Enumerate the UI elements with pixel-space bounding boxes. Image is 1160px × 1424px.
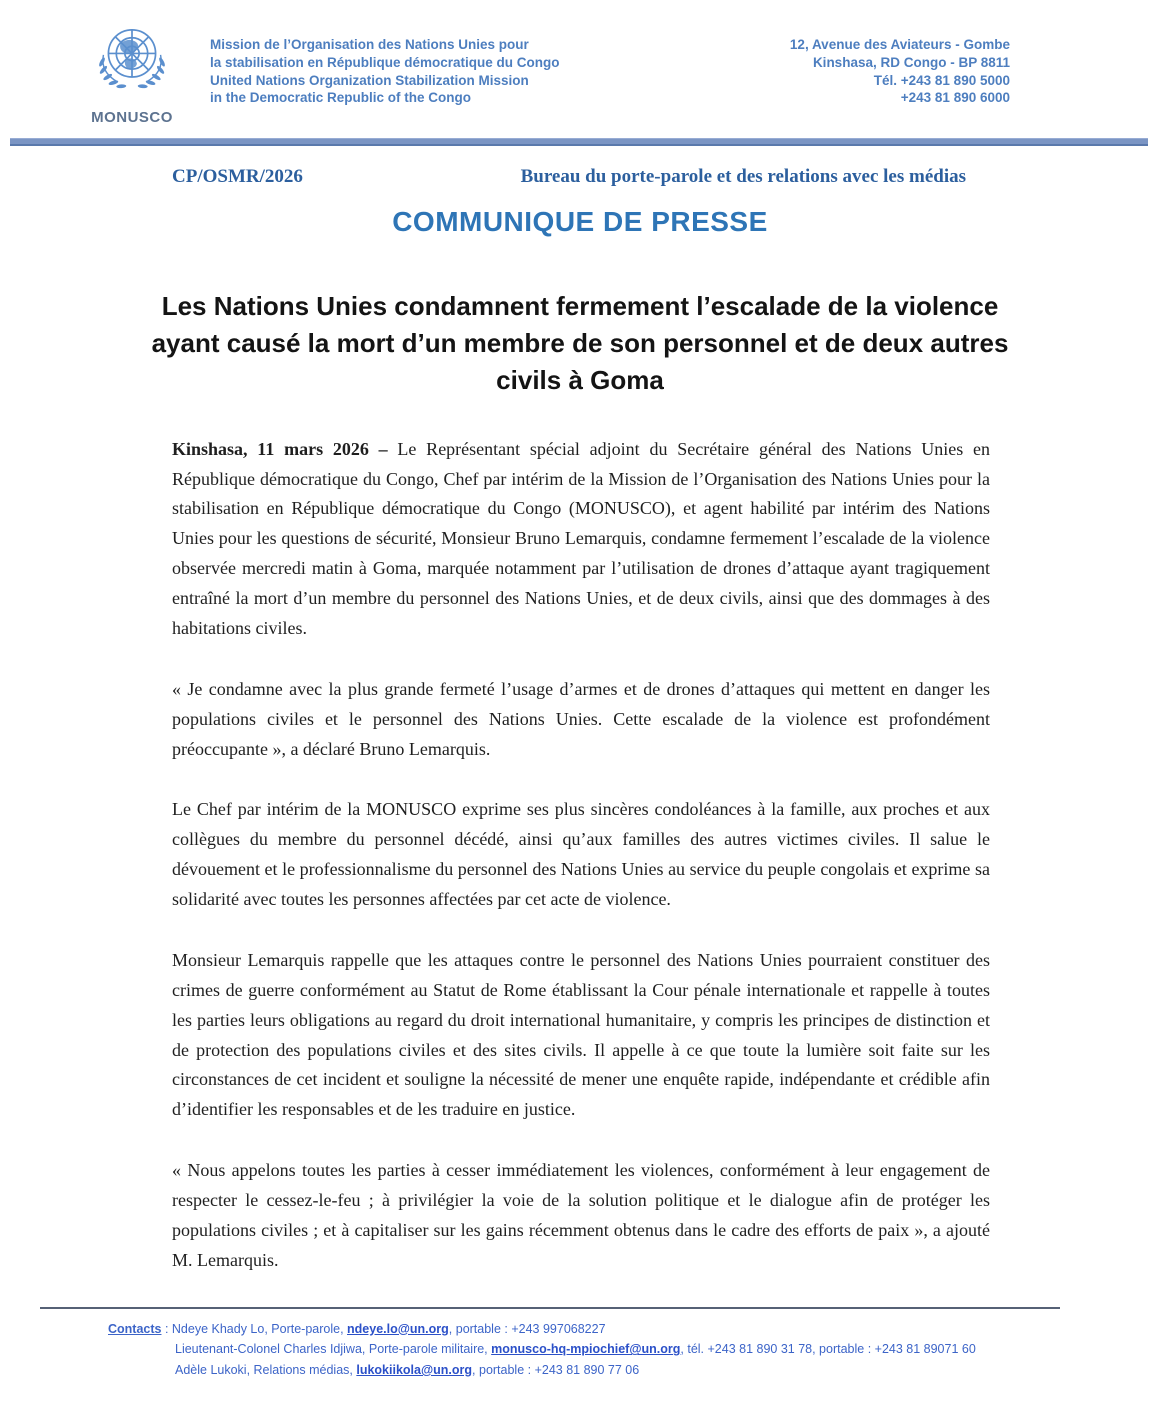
contact-line [175,1339,1160,1360]
contacts-label-separator: : [161,1321,172,1336]
mission-name-line: la stabilisation en République démocratique du Congo [210,54,560,70]
address-line: Kinshasa, RD Congo - BP 8811 [812,54,1010,70]
document-type-title: COMMUNIQUE DE PRESSE [392,206,768,237]
address-line: +243 81 890 6000 [900,90,1010,106]
headline: Les Nations Unies condamnent fermement l’escalade de la violence ayant causé la mort d’un membre de son personnel et de deux autres civils à Goma [151,291,1009,395]
contact-info: Adèle Lukoki, Relations médias, [175,1362,357,1377]
paragraph-text: Le Représentant spécial adjoint du Secrétaire général des Nations Unies en République démocratique du Congo, Chef par intérim de la Mission de l’Organisation des Nations Unies pour la stabilisation en République démocratique du Congo (MONUSCO), et agent habilité par intérim des Nations Unies pour les questions de sécurité, Monsieur Bruno Lemarquis, condamne fermement l’escalade de la violence observée mercredi matin à Goma, marquée notamment par l’utilisation de drones d’attaque ayant tragiquement entraîné la mort d’un membre du personnel des Nations Unies, et de deux civils, ainsi que des dommages à des habitations civiles. [172,438,990,638]
un-emblem-icon [89,22,175,102]
contact-info: , portable : +243 997068227 [448,1321,606,1336]
contact-info: Lieutenant-Colonel Charles Idjiwa, Porte-parole militaire, [175,1342,492,1357]
body-content [172,435,990,1276]
footer-divider [40,1307,1060,1309]
letterhead [0,0,1160,126]
address-line: 12, Avenue des Aviateurs - Gombe [789,37,1010,52]
body-paragraph: « Nous appelons toutes les parties à cesser immédiatement les violences, conformément à leur engagement de respecter le cessez-le-feu ; à privilégier la voie de la solution politique et le dialogue afin de protéger les populations civiles ; et à capitaliser sur les gains récemment obtenus dans le cadre des efforts de paix », a ajouté M. Lemarquis. [172,1160,990,1270]
contacts-section [108,1319,1160,1381]
body-paragraph: Monsieur Lemarquis rappelle que les attaques contre le personnel des Nations Unies pourraient constituer des crimes de guerre conformément au Statut de Rome établissant la Cour pénale internationale et rappelle à toutes les parties leurs obligations au regard du droit international humanitaire, y compris les principes de distinction et de protection des populations civiles et des sites civils. Il appelle à ce que toute la lumière soit faite sur les circonstances de cet incident et souligne la nécessité de mener une enquête rapide, indépendante et crédible afin d’identifier les responsables et de les traduire en justice. [172,949,990,1120]
contacts-label: Contacts [108,1321,162,1336]
contact-line [175,1360,1160,1381]
mission-name-line: in the Democratic Republic of the Congo [210,90,472,106]
contact-info: , tél. +243 81 890 31 78, portable : +243 81 89071 60 [680,1342,976,1357]
dateline: Kinshasa, 11 mars 2026 – [172,438,398,459]
mission-name [210,22,560,126]
mission-acronym: MONUSCO [91,109,173,126]
mission-name-line: Mission de l’Organisation des Nations Unies pour [210,37,529,52]
hq-address [790,22,1010,126]
contact-line [108,1319,1160,1340]
body-paragraph [172,435,990,644]
address-line: Tél. +243 81 890 5000 [873,72,1010,88]
body-paragraph: Le Chef par intérim de la MONUSCO exprime ses plus sincères condoléances à la famille, aux proches et aux collègues du membre du personnel décédé, ainsi qu’aux familles des autres victimes civiles. Il salue le dévouement et le professionnalisme du personnel des Nations Unies au service du peuple congolais et exprime sa solidarité avec toutes les personnes affectées par cet acte de violence. [172,799,990,910]
un-logo-block [76,22,188,126]
document-reference: CP/OSMR/2026 [172,166,303,187]
header-divider [10,138,1148,146]
contact-email-link[interactable]: monusco-hq-mpiochief@un.org [491,1342,681,1357]
bureau-title: Bureau du porte-parole et des relations avec les médias [520,166,966,187]
contact-email-link[interactable]: ndeye.lo@un.org [347,1321,449,1336]
mission-name-line: United Nations Organization Stabilization Mission [210,72,529,88]
body-paragraph: « Je condamne avec la plus grande fermeté l’usage d’armes et de drones d’attaques qui mettent en danger les populations civiles et le personnel des Nations Unies. Cette escalade de la violence est profondément préoccupante », a déclaré Bruno Lemarquis. [172,678,990,759]
contact-email-link[interactable]: lukokiikola@un.org [356,1362,473,1377]
contact-info: Ndeye Khady Lo, Porte-parole, [171,1321,348,1336]
contact-info: , portable : +243 81 890 77 06 [472,1362,640,1377]
meta-row [172,166,990,188]
